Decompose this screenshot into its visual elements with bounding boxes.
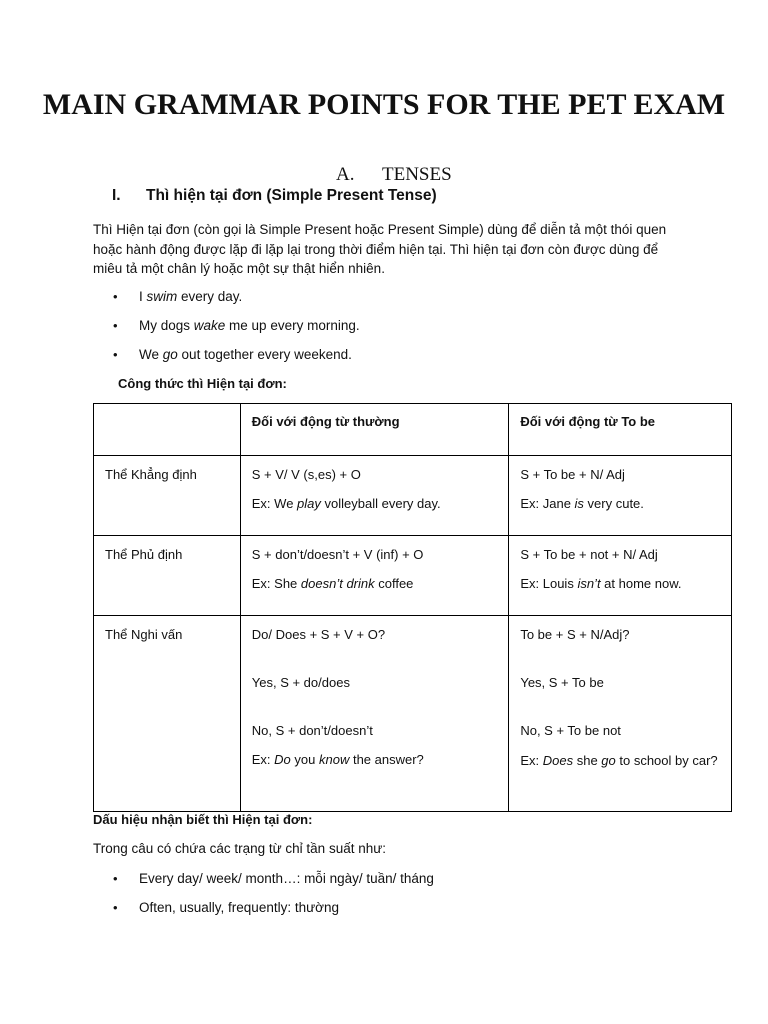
subsection-heading xyxy=(112,187,437,205)
table-row xyxy=(94,616,732,812)
row-label: Thể Khẳng định xyxy=(105,467,197,482)
section-label: TENSES xyxy=(382,164,452,185)
formula: S + To be + not + N/ Adj xyxy=(520,547,658,562)
row-label: Thể Nghi vấn xyxy=(105,627,183,642)
example: Ex: Do you know the answer? xyxy=(251,752,424,767)
formula-table xyxy=(93,403,732,812)
short-answer-yes: Yes, S + To be xyxy=(520,675,604,690)
list-item: • We go out together every weekend. xyxy=(113,346,360,375)
section-number: A. xyxy=(336,164,355,185)
formula: S + don’t/doesn’t + V (inf) + O xyxy=(251,547,424,562)
subsection-number: I. xyxy=(112,187,121,204)
section-heading xyxy=(336,164,452,186)
row-label: Thể Phủ định xyxy=(105,547,183,562)
example: Ex: She doesn’t drink coffee xyxy=(251,576,414,591)
formula: S + To be + N/ Adj xyxy=(520,467,625,482)
short-answer-yes: Yes, S + do/does xyxy=(251,675,350,690)
document-title: MAIN GRAMMAR POINTS FOR THE PET EXAM xyxy=(42,88,726,121)
subsection-label: Thì hiện tại đơn (Simple Present Tense) xyxy=(146,187,437,204)
list-item: • My dogs wake me up every morning. xyxy=(113,317,360,346)
list-item: • Every day/ week/ month…: mỗi ngày/ tuần/ tháng xyxy=(113,870,434,899)
formula: Do/ Does + S + V + O? xyxy=(251,627,386,642)
example: Ex: We play volleyball every day. xyxy=(251,496,441,511)
table-row xyxy=(94,456,732,536)
example-list xyxy=(113,288,360,375)
signs-list xyxy=(113,870,434,928)
table-row xyxy=(94,536,732,616)
example: Ex: Does she go to school by car? xyxy=(520,753,718,768)
header-tobe: Đối với động từ To be xyxy=(520,414,656,429)
signs-label: Dấu hiệu nhận biết thì Hiện tại đơn: xyxy=(93,812,313,827)
formula-label: Công thức thì Hiện tại đơn: xyxy=(118,376,287,391)
header-regular: Đối với động từ thường xyxy=(251,414,400,429)
signs-intro: Trong câu có chứa các trạng từ chỉ tần suất như: xyxy=(93,841,387,856)
short-answer-no: No, S + don’t/doesn’t xyxy=(251,723,373,738)
intro-paragraph: Thì Hiện tại đơn (còn gọi là Simple Present hoặc Present Simple) dùng để diễn tả một thói quen hoặc hành động được lặp đi lặp lại trong thời điểm hiện tại. Thì hiện tại đơn còn được dùng để miêu tả một chân lý hoặc một sự thật hiển nhiên. xyxy=(93,222,667,276)
list-item: • Often, usually, frequently: thường xyxy=(113,899,434,928)
example: Ex: Jane is very cute. xyxy=(520,496,644,511)
short-answer-no: No, S + To be not xyxy=(520,723,621,738)
formula: S + V/ V (s,es) + O xyxy=(251,467,361,482)
table-header-row xyxy=(94,404,732,456)
formula: To be + S + N/Adj? xyxy=(520,627,630,642)
example: Ex: Louis isn’t at home now. xyxy=(520,576,682,591)
list-item: • I swim every day. xyxy=(113,288,360,317)
